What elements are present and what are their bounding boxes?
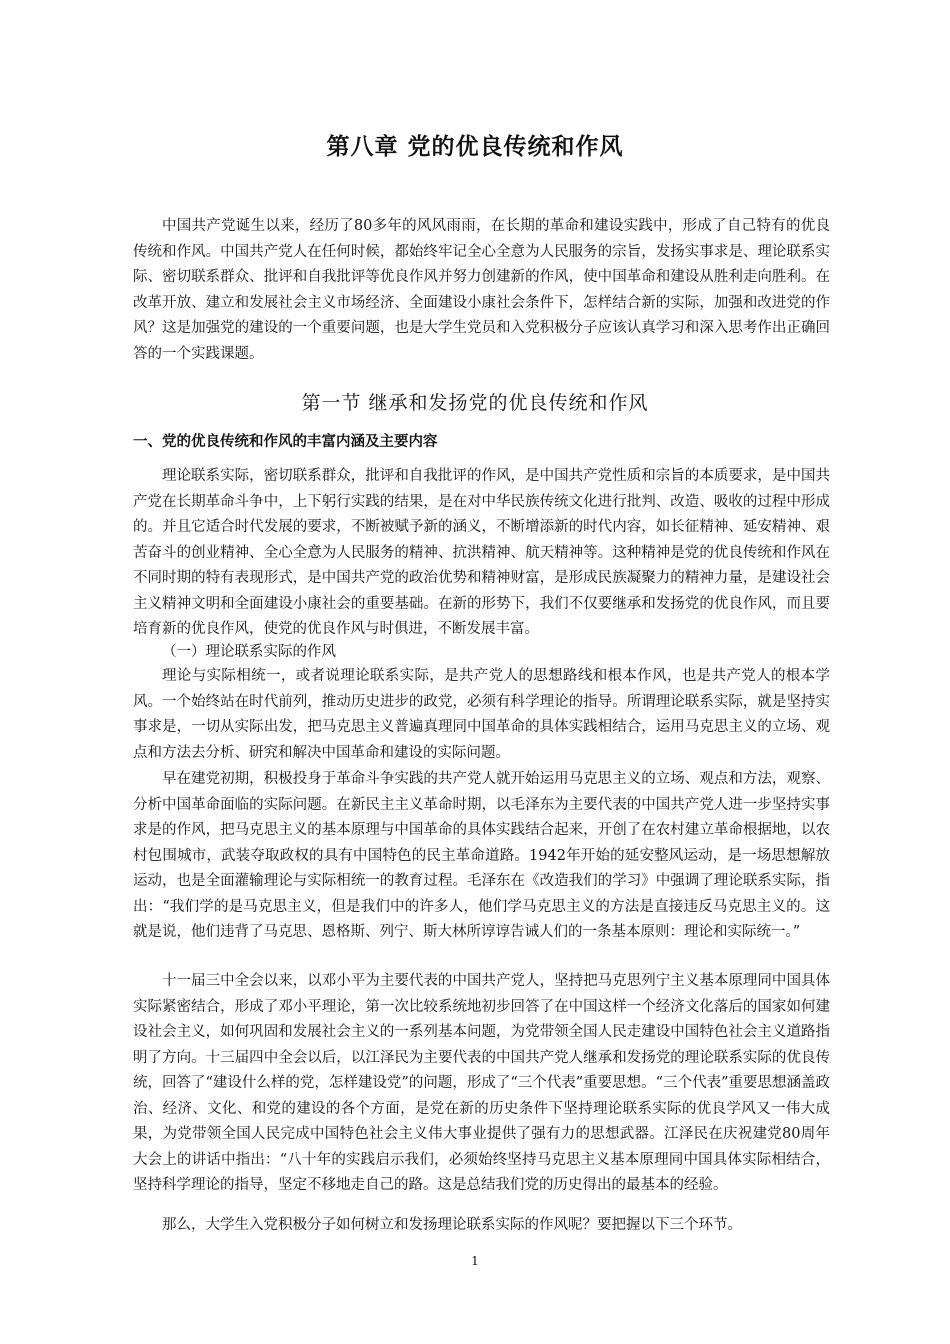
body-paragraph: 那么，大学生入党积极分子如何树立和发扬理论联系实际的作风呢？要把握以下三个环节。 [162, 1217, 742, 1233]
body-paragraph: 十一届三中全会以来，以邓小平为主要代表的中国共产党人，坚持把马克思列宁主义基本原理同中国具体实际紧密结合，形成了邓小平理论，第一次比较系统地初步回答了在中国这样一个经济文化落后的国家如何建设社会主义，如何巩固和发展社会主义的一系列基本问题，为党带领全国人民走建设中国特色社会主义道路指明了方向。十三届四中全会以后，以江泽民为主要代表的中国共产党人继承和发扬党的理论联系实际的优良传统，回答了“建设什么样的党，怎样建设党”的问题，形成了“三个代表”重要思想。“三个代表”重要思想涵盖政治、经济、文化、和党的建设的各个方面，是党在新的历史条件下坚持理论联系实际的优良学风又一伟大成果，为党带领全国人民完成中国特色社会主义伟大事业提供了强有力的思想武器。江泽民在庆祝建党80周年大会上的讲话中指出：“八十年的实践启示我们，必须始终坚持马克思主义基本原理同中国具体实际相结合，坚持科学理论的指导，坚定不移地走自己的路。这是总结我们党的历史得出的最基本的经验。 [133, 973, 830, 1193]
subsection-heading: 一、党的优良传统和作风的丰富内涵及主要内容 [133, 434, 438, 450]
page-number: 1 [471, 1254, 479, 1268]
section-title: 第一节 继承和发扬党的优良传统和作风 [301, 392, 649, 414]
body-paragraph: 理论联系实际，密切联系群众，批评和自我批评的作风，是中国共产党性质和宗旨的本质要求，是中国共产党在长期革命斗争中，上下躬行实践的结果，是在对中华民族传统文化进行批判、改造、吸收的过程中形成的。并且它适合时代发展的要求，不断被赋予新的涵义，不断增添新的时代内容，如长征精神、延安精神、艰苦奋斗的创业精神、全心全意为人民服务的精神、抗洪精神、航天精神等。这种精神是党的优良传统和作风在不同时期的特有表现形式，是中国共产党的政治优势和精神财富，是形成民族凝聚力的精神力量，是建设社会主义精神文明和全面建设小康社会的重要基础。在新的形势下，我们不仅要继承和发扬党的优良作风，而且要培育新的优良作风，使党的优良作风与时俱进，不断发展丰富。 [133, 468, 830, 637]
chapter-title: 第八章 党的优良传统和作风 [326, 133, 624, 160]
intro-paragraph: 中国共产党诞生以来，经历了80多年的风风雨雨，在长期的革命和建设实践中，形成了自己特有的优良传统和作风。中国共产党人在任何时候，都始终牢记全心全意为人民服务的宗旨，发扬实事求是、理论联系实际、密切联系群众、批评和自我批评等优良作风并努力创建新的作风，使中国革命和建设从胜利走向胜利。在改革开放、建立和发展社会主义市场经济、全面建设小康社会条件下，怎样结合新的实际，加强和改进党的作风？这是加强党的建设的一个重要问题，也是大学生党员和入党积极分子应该认真学习和深入思考作出正确回答的一个实践课题。 [133, 218, 830, 362]
body-paragraph: 早在建党初期，积极投身于革命斗争实践的共产党人就开始运用马克思主义的立场、观点和方法，观察、分析中国革命面临的实际问题。在新民主主义革命时期，以毛泽东为主要代表的中国共产党人进一步坚持实事求是的作风，把马克思主义的基本原理与中国革命的具体实践结合起来，开创了在农村建立革命根据地，以农村包围城市，武装夺取政权的具有中国特色的民主革命道路。1942年开始的延安整风运动，是一场思想解放运动，也是全面灌输理论与实际相统一的教育过程。毛泽东在《改造我们的学习》中强调了理论联系实际，指出：“我们学的是马克思主义，但是我们中的许多人，他们学马克思主义的方法是直接违反马克思主义的。这就是说，他们违背了马克思、恩格斯、列宁、斯大林所谆谆告诫人们的一条基本原则：理论和实际统一。” [133, 771, 830, 940]
subsection-label: （一）理论联系实际的作风 [162, 644, 336, 660]
body-paragraph: 理论与实际相统一，或者说理论联系实际，是共产党人的思想路线和根本作风，也是共产党人的根本学风。一个始终站在时代前列，推动历史进步的政党，必须有科学理论的指导。所谓理论联系实际，就是坚持实事求是，一切从实际出发，把马克思主义普遍真理同中国革命的具体实践相结合，运用马克思主义的立场、观点和方法去分析、研究和解决中国革命和建设的实际问题。 [133, 668, 830, 761]
